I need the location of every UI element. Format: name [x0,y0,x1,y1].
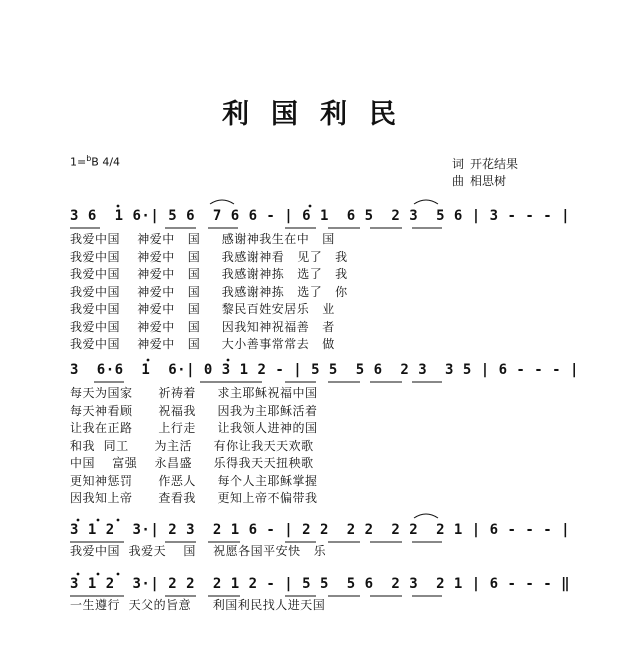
system-2-lyric-5: 中国 富强 永昌盛 乐得我天天扭秧歌 [70,456,314,470]
system-1-lyric-2: 我爱中国 神爱中 国 我感谢神看 见了 我 [70,249,348,264]
composer-label: 曲 [452,174,465,188]
system-1-lyric-7: 我爱中国 神爱中 国 大小善事常常去 做 [70,337,335,351]
system-2-notes: 3 6·6 1 6·| 0 3 1 2 - | 5 5 5 6 2 3 3 5 | 6 - - - | [70,362,579,378]
lyricist-label: 词 [452,157,465,171]
system-2-lyric-1: 每天为国家 祈祷着 求主耶稣祝福中国 [70,386,318,400]
lyricist-name: 开花结果 [470,157,519,171]
system-3-lyric-1: 我爱中国 我爱天 国 祝愿各国平安快 乐 [70,544,327,558]
system-2-lyric-7: 因我知上帝 查看我 更知上帝不偏带我 [70,491,318,505]
system-1-lyric-3: 我爱中国 神爱中 国 我感谢神拣 选了 我 [70,267,348,281]
flat-sign: b [86,154,92,163]
key-suffix: B 4/4 [91,155,121,169]
system-1-lyric-5: 我爱中国 神爱中 国 黎民百姓安居乐 业 [70,302,335,316]
system-4-notes: 3 1 2 3·| 2 2 2 1 2 - | 5 5 5 6 2 3 2 1 | 6 - - - ‖ [70,576,571,592]
system-2-lyric-2: 每天神看顾 祝福我 因我为主耶稣活着 [70,403,318,418]
system-1-lyric-1: 我爱中国 神爱中 国 感谢神我生在中 国 [70,232,335,246]
system-2-lyric-4: 和我 同工 为主活 有你让我天天欢歌 [70,438,314,453]
composer-name: 相思树 [470,174,507,188]
system-2-lyric-6: 更知神惩罚 作恶人 每个人主耶稣掌握 [70,473,318,488]
system-1-lyric-4: 我爱中国 神爱中 国 我感谢神拣 选了 你 [70,284,348,299]
system-3-notes: 3 1 2 3·| 2 3 2 1 6 - | 2 2 2 2 2 2 2 1 | 6 - - - | [70,522,571,538]
system-4-lyric-1: 一生遵行 天父的旨意 利国利民找人进天国 [70,598,326,612]
system-1-lyric-6: 我爱中国 神爱中 国 因我知神祝福善 者 [70,319,335,334]
system-2-lyric-3: 让我在正路 上行走 让我领人进神的国 [70,421,318,435]
key-prefix: 1= [70,155,87,169]
song-title: 利国利民 [222,99,418,130]
system-1-notes: 3 6 1 6·| 5 6 7 6 6 - | 6 1 6 5 2 3 5 6 | 3 - - - | [70,208,571,224]
